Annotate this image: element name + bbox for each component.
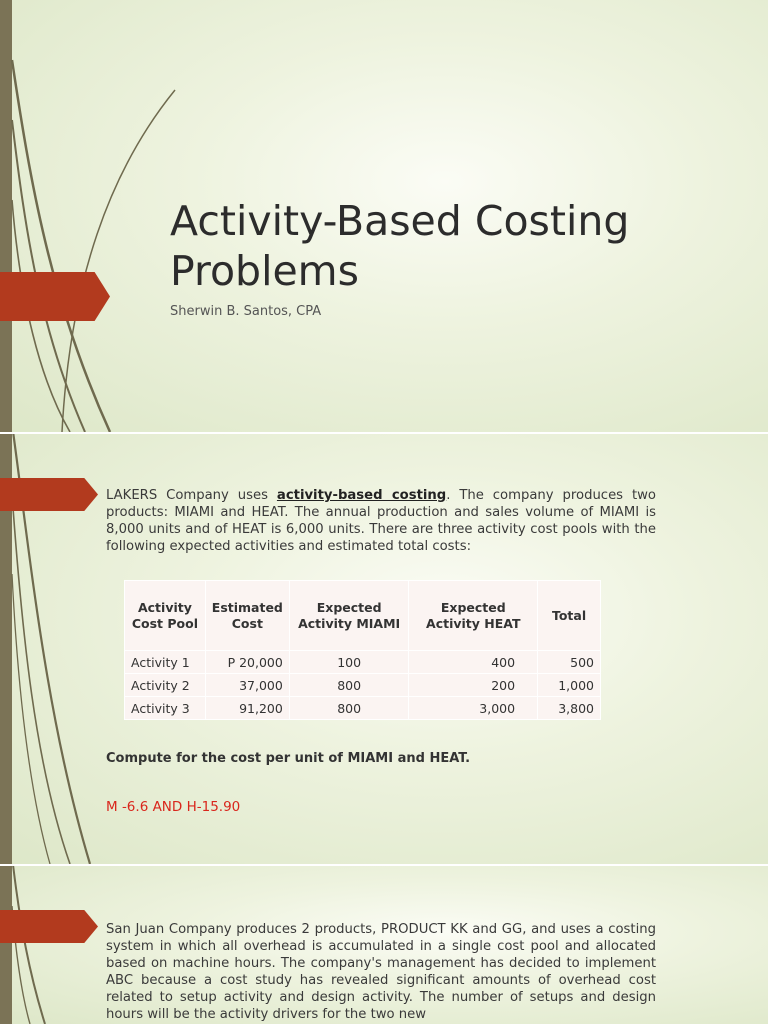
table-cell: Activity 3 [125, 697, 206, 720]
column-header: Estimated Cost [205, 581, 289, 651]
table-cell: 800 [289, 674, 409, 697]
table-row [125, 674, 601, 697]
table-cell: 500 [538, 651, 601, 674]
table-cell: P 20,000 [205, 651, 289, 674]
table-cell: 200 [409, 674, 538, 697]
accent-arrow-tab [0, 910, 98, 943]
answer-text: M -6.6 AND H-15.90 [106, 799, 241, 815]
column-header: Total [538, 581, 601, 651]
slide-problem-sanjuan [0, 866, 768, 1024]
table-cell: 100 [289, 651, 409, 674]
column-header: Activity Cost Pool [125, 581, 206, 651]
intro-text: LAKERS Company uses [106, 488, 277, 503]
column-header: Expected Activity HEAT [409, 581, 538, 651]
accent-arrow-tab [0, 478, 98, 511]
problem-intro-paragraph [106, 487, 656, 555]
table-cell: 1,000 [538, 674, 601, 697]
intro-text-continued: . The company produces two products: MIAMI and HEAT. The annual production and sales volume of MIAMI is 8,000 units and of HEAT is 6,000 units. There are three activity cost pools with the following expected activities and estimated total costs: [106, 488, 656, 554]
slide-subtitle: Sherwin B. Santos, CPA [170, 304, 322, 319]
table-cell: 91,200 [205, 697, 289, 720]
slide-problem-lakers [0, 434, 768, 864]
problem-paragraph: San Juan Company produces 2 products, PRODUCT KK and GG, and uses a costing system in which all overhead is accumulated in a single cost pool and allocated based on machine hours. The company's management has decided to implement ABC because a cost study has revealed significant amounts of overhead cost related to setup activity and design activity. The number of setups and design hours will be the activity drivers for the two new [106, 922, 656, 1022]
question-text: Compute for the cost per unit of MIAMI and HEAT. [106, 751, 471, 766]
table-cell: 800 [289, 697, 409, 720]
column-header: Expected Activity MIAMI [289, 581, 409, 651]
table-cell: 3,800 [538, 697, 601, 720]
activity-based-costing-link[interactable]: activity-based costing [276, 488, 447, 503]
table-row [125, 651, 601, 674]
table-cell: Activity 2 [125, 674, 206, 697]
slide-title [0, 0, 768, 432]
table-cell: Activity 1 [125, 651, 206, 674]
table-header-row [125, 581, 601, 651]
table-cell: 37,000 [205, 674, 289, 697]
table-row [125, 697, 601, 720]
table-cell: 400 [409, 651, 538, 674]
activity-cost-table [124, 580, 601, 720]
accent-arrow-tab [0, 272, 110, 321]
table-cell: 3,000 [409, 697, 538, 720]
slide-title-text: Activity-Based Costing Problems [170, 197, 630, 295]
